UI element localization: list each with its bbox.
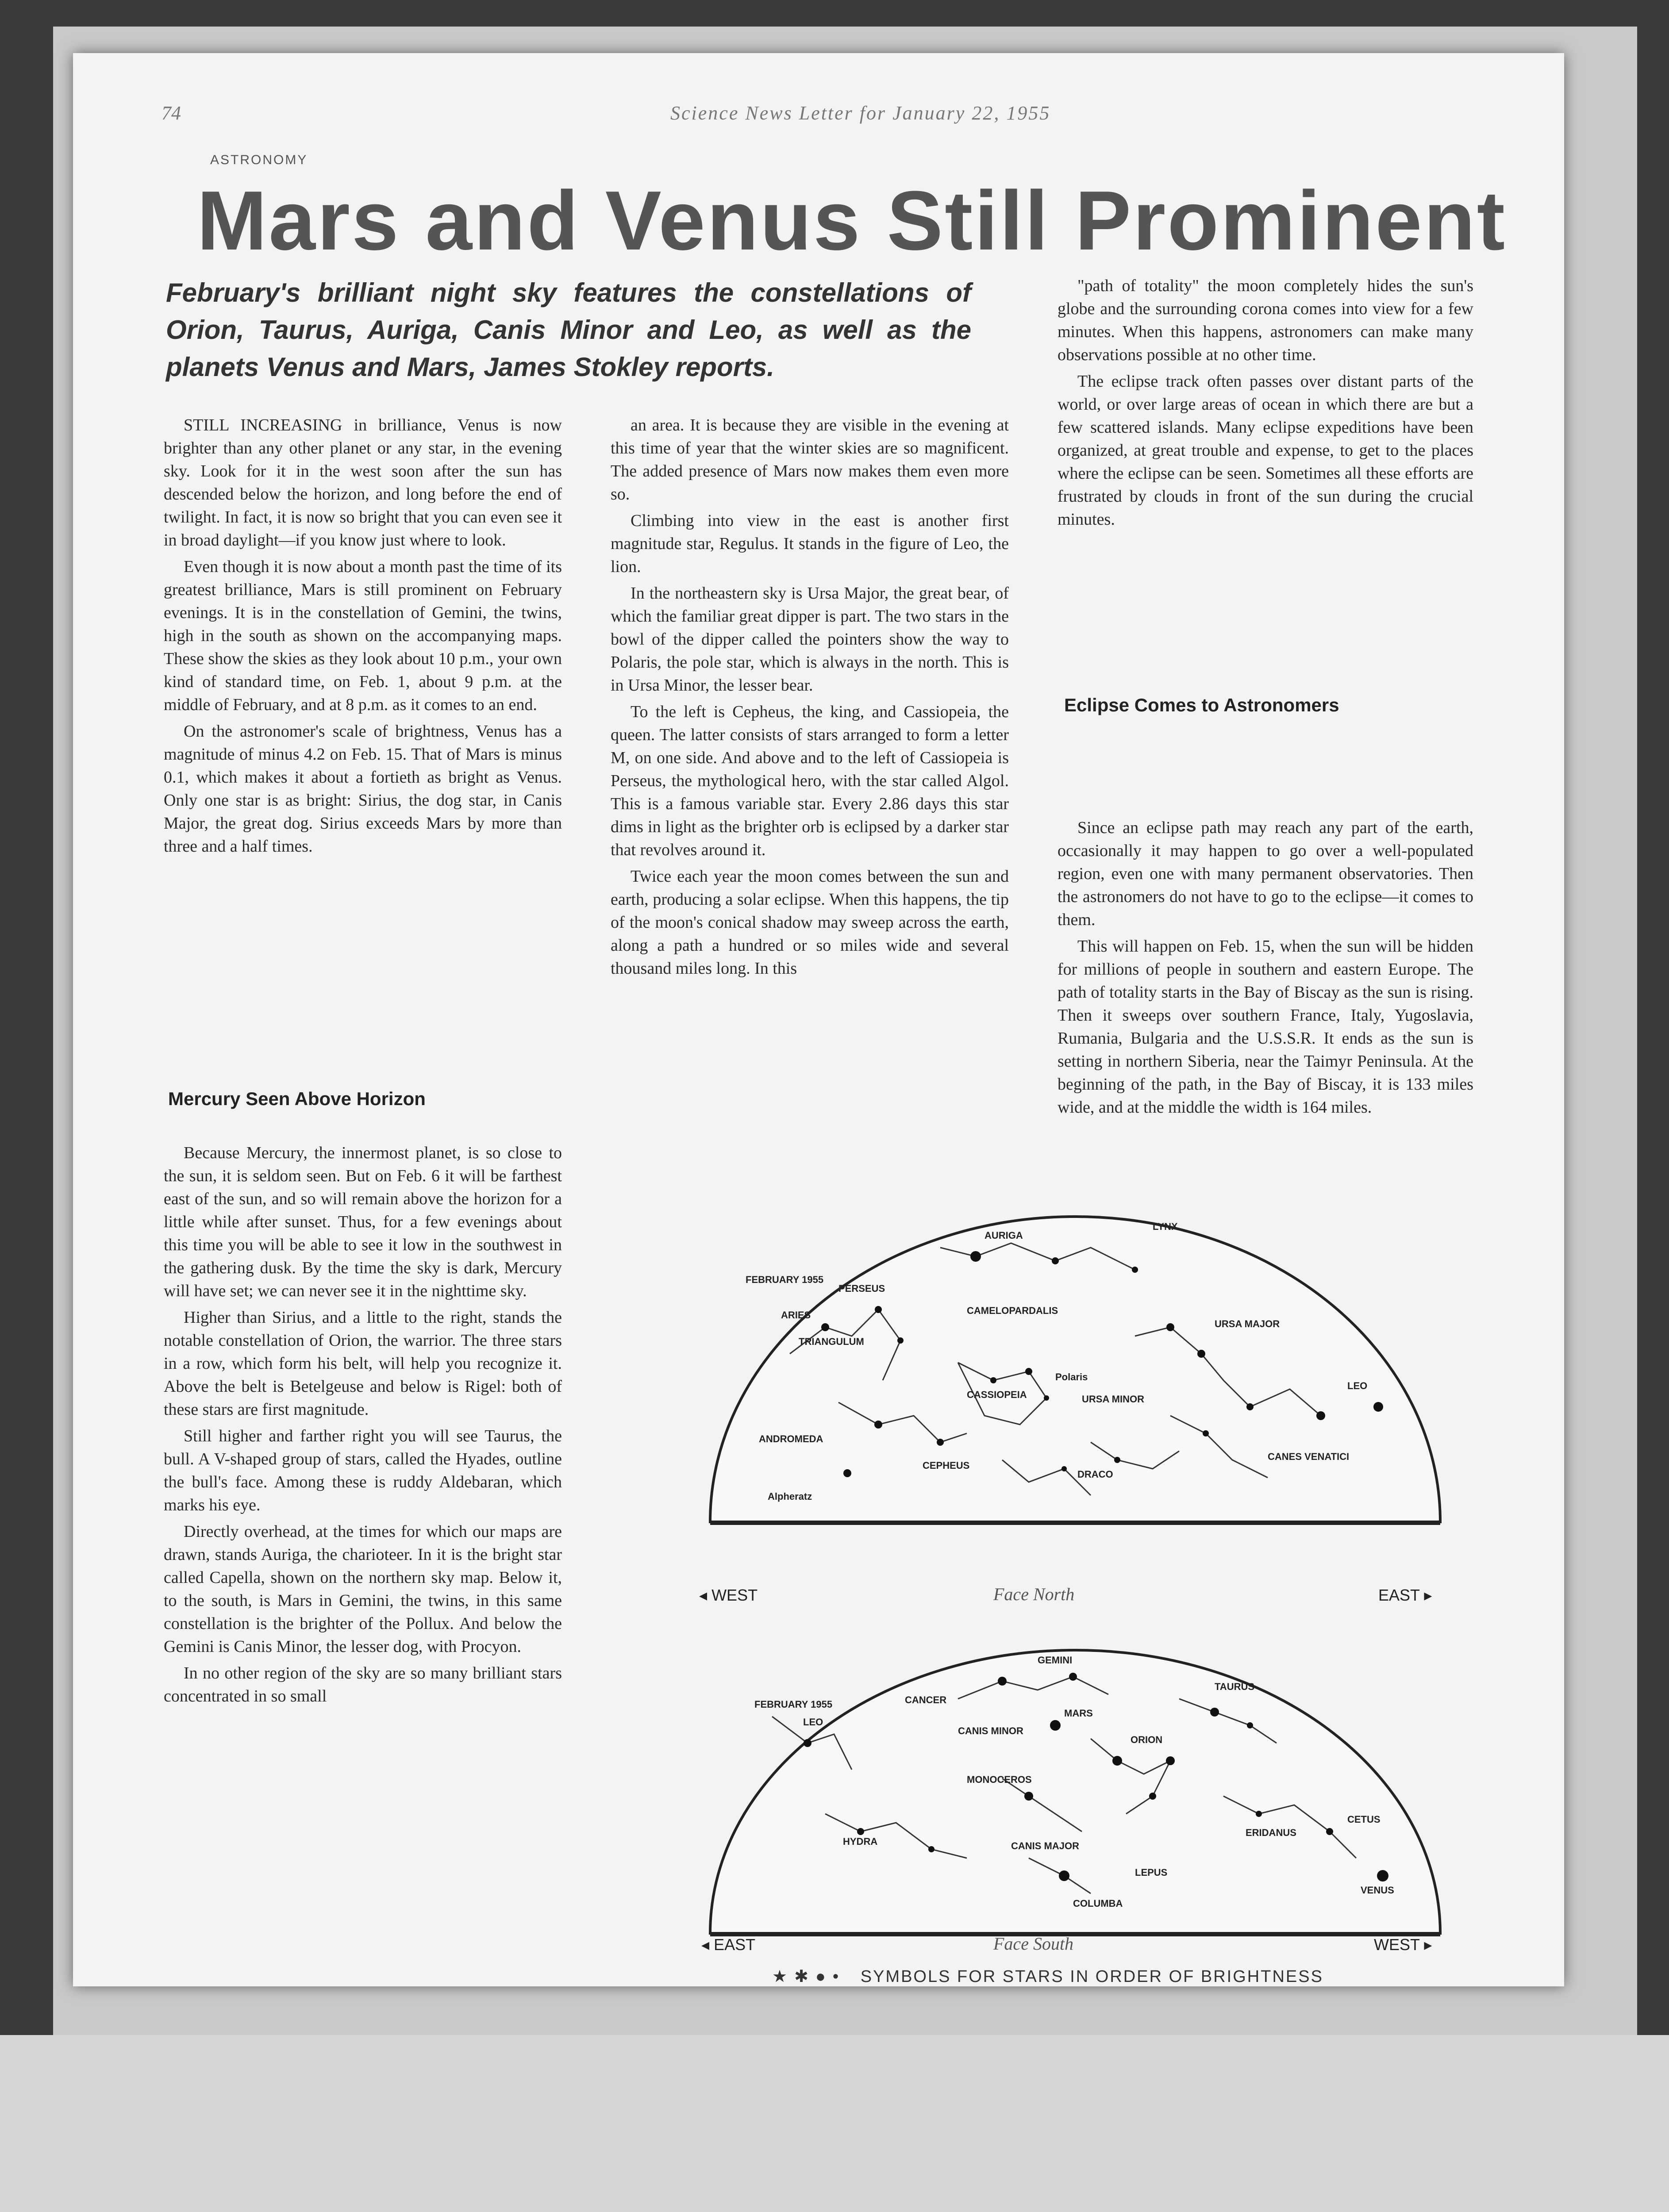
paragraph: Still higher and farther right you will see Taurus, the bull. A V-shaped group of stars, called the Hyades, outline the bull's face. Among these is ruddy Aldebaran, which marks his eye. xyxy=(164,1427,562,1514)
column-2 xyxy=(611,414,1009,983)
label-monoceros: MONOCEROS xyxy=(967,1774,1032,1785)
label-cepheus: CEPHEUS xyxy=(923,1460,970,1471)
label-cetus: CETUS xyxy=(1347,1814,1381,1825)
paragraph: Climbing into view in the east is another first magnitude star, Regulus. It stands in the figure of Leo, the lion. xyxy=(611,511,1009,576)
paragraph: In no other region of the sky are so many brilliant stars concentrated in so small xyxy=(164,1664,562,1705)
column-1-continued xyxy=(164,1141,562,1711)
column-1 xyxy=(164,414,562,861)
south-star-map xyxy=(692,1628,1458,1982)
label-taurus: TAURUS xyxy=(1215,1681,1255,1692)
column-3-continued xyxy=(1058,816,1473,1122)
page-number: 74 xyxy=(162,102,181,124)
paragraph: On the astronomer's scale of brightness, Venus has a magnitude of minus 4.2 on Feb. 15. That of Mars is minus 0.1, which makes it about a fortieth as bright as Venus. Only one star is as bright: Sirius, the dog star, in Canis Major, the great dog. Sirius exceeds Mars by more than three and a half times. xyxy=(164,722,562,856)
label-gemini: GEMINI xyxy=(1038,1655,1073,1666)
subhead-mercury: Mercury Seen Above Horizon xyxy=(168,1088,426,1109)
column-3 xyxy=(1058,274,1473,534)
paragraph: Since an eclipse path may reach any part of the earth, occasionally it may happen to go over a well-populated region, even one with many permanent observatories. Then the astronomers do not have to go to the eclipse—it comes to them. xyxy=(1058,818,1473,929)
label-andromeda: ANDROMEDA xyxy=(759,1433,823,1444)
south-map-west: WEST ▸ xyxy=(1374,1936,1432,1954)
paragraph: In the northeastern sky is Ursa Major, the great bear, of which the familiar great dipper is part. The two stars in the bowl of the dipper called the pointers show the way to Polaris, the pole star, which is always in the north. This is in Ursa Minor, the lesser bear. xyxy=(611,584,1009,695)
label-ursa-minor: URSA MINOR xyxy=(1082,1394,1144,1405)
label-lynx: LYNX xyxy=(1153,1221,1178,1232)
label-perseus: PERSEUS xyxy=(838,1283,885,1294)
paragraph: "path of totality" the moon completely hides the sun's globe and the surrounding corona comes into view for a few minutes. When this happens, astronomers can make many observations possible at no other time. xyxy=(1058,276,1473,364)
label-cassiopeia: CASSIOPEIA xyxy=(967,1389,1027,1400)
label-venus: VENUS xyxy=(1361,1885,1394,1896)
label-draco: DRACO xyxy=(1077,1469,1113,1480)
paragraph: The eclipse track often passes over distant parts of the world, or over large areas of ocean in which there are but a few scattered islands. Many eclipse expeditions have been organized, at great trouble and expense, to get to the places where the eclipse can be seen. Sometimes all these efforts are frustrated by clouds in front of the sun during the crucial minutes. xyxy=(1058,372,1473,529)
subhead-eclipse: Eclipse Comes to Astronomers xyxy=(1064,695,1339,715)
south-map-east: ◂ EAST xyxy=(701,1936,756,1954)
label-february: FEBRUARY 1955 xyxy=(754,1699,833,1710)
page-header xyxy=(162,102,1476,128)
section-label: ASTRONOMY xyxy=(210,153,308,167)
label-camelopardalis: CAMELOPARDALIS xyxy=(967,1305,1058,1316)
label-february: FEBRUARY 1955 xyxy=(746,1274,824,1285)
north-map-east: EAST ▸ xyxy=(1378,1586,1432,1604)
south-map-face: Face South xyxy=(993,1934,1074,1954)
map-dome xyxy=(710,1217,1440,1522)
headline: Mars and Venus Still Prominent xyxy=(197,174,1507,268)
label-polaris: Polaris xyxy=(1055,1371,1088,1382)
paragraph: Directly overhead, at the times for which our maps are drawn, stands Auriga, the charioteer. In it is the bright star called Capella, shown on the northern sky map. Below it, to the south, is Mars in Gemini, the twins, in this same constellation is the brighter of the Pollux. And below the Gemini is Canis Minor, the lesser dog, with Procyon. xyxy=(164,1522,562,1656)
label-canes-venatici: CANES VENATICI xyxy=(1268,1451,1350,1462)
star-symbols-icon: ★✱●• xyxy=(772,1967,846,1986)
label-aries: ARIES xyxy=(781,1310,811,1321)
document-page xyxy=(73,53,1564,1986)
label-orion: ORION xyxy=(1131,1734,1163,1745)
paragraph: STILL INCREASING in brilliance, Venus is now brighter than any other planet or any star, in the evening sky. Look for it in the west soon after the sun has descended below the horizon, and long before the end of twilight. In fact, it is now so bright that you can even see it in broad daylight—if you know just where to look. xyxy=(164,416,562,549)
label-leo: LEO xyxy=(1347,1380,1368,1391)
label-cancer: CANCER xyxy=(905,1694,947,1705)
label-leo: LEO xyxy=(803,1717,823,1728)
paragraph: To the left is Cepheus, the king, and Cassiopeia, the queen. The latter consists of stars arranged to form a letter M, on one side. And above and to the left of Cassiopeia is Perseus, the mythological hero, with the star called Algol. This is a famous variable star. Every 2.86 days this star dims in light as the brighter orb is eclipsed by a darker star that revolves around it. xyxy=(611,703,1009,859)
paragraph: Twice each year the moon comes between the sun and earth, producing a solar eclipse. When this happens, the tip of the moon's conical shadow may sweep across the earth, along a path a hundred or so miles wide and several thousand miles long. In this xyxy=(611,867,1009,978)
lower-board xyxy=(0,2035,1669,2212)
label-lepus: LEPUS xyxy=(1135,1867,1168,1878)
star-legend xyxy=(772,1966,1323,1986)
north-map-west: ◂ WEST xyxy=(699,1586,758,1604)
north-map-face: Face North xyxy=(993,1584,1075,1604)
legend-text: SYMBOLS FOR STARS IN ORDER OF BRIGHTNESS xyxy=(860,1967,1323,1986)
label-ursa-major: URSA MAJOR xyxy=(1215,1318,1280,1329)
paragraph: Because Mercury, the innermost planet, is so close to the sun, it is seldom seen. But on Feb. 6 it will be farthest east of the sun, and so will remain above the horizon for a little while after sunset. Thus, for a few evenings about this time you will be able to see it low in the southwest in the gathering dusk. By the time the sky is dark, Mercury will have set; we can never see it in the nighttime sky. xyxy=(164,1144,562,1300)
label-canis-minor: CANIS MINOR xyxy=(958,1725,1023,1736)
label-triangulum: TRIANGULUM xyxy=(799,1336,864,1347)
label-mars: MARS xyxy=(1064,1708,1093,1719)
map-dome xyxy=(710,1650,1440,1933)
label-canis-major: CANIS MAJOR xyxy=(1011,1840,1080,1851)
deck: February's brilliant night sky features the constellations of Orion, Taurus, Auriga, Canis Minor and Leo, as well as the planets Venus and Mars, James Stokley reports. xyxy=(166,278,971,382)
label-auriga: AURIGA xyxy=(984,1230,1023,1241)
label-columba: COLUMBA xyxy=(1073,1898,1123,1909)
label-hydra: HYDRA xyxy=(843,1836,878,1847)
paragraph: an area. It is because they are visible in the evening at this time of year that the winter skies are so magnificent. The added presence of Mars now makes them even more so. xyxy=(611,416,1009,503)
label-eridanus: ERIDANUS xyxy=(1246,1827,1296,1838)
label-alpheratz: Alpheratz xyxy=(768,1491,812,1502)
paragraph: Even though it is now about a month past the time of its greatest brilliance, Mars is still prominent on February evenings. It is in the constellation of Gemini, the twins, high in the south as shown on the accompanying maps. These show the skies as they look about 10 p.m., your own kind of standard time, on Feb. 1, about 9 p.m. at the middle of February, and at 8 p.m. as it comes to an end. xyxy=(164,557,562,714)
running-header: Science News Letter for January 22, 1955 xyxy=(670,102,1051,124)
paragraph: Higher than Sirius, and a little to the right, stands the notable constellation of Orion, the warrior. The three stars in a row, which form his belt, will help you recognize it. Above the belt is Betelgeuse and below is Rigel: both of these stars are first magnitude. xyxy=(164,1308,562,1419)
paragraph: This will happen on Feb. 15, when the sun will be hidden for millions of people in southern and eastern Europe. The path of totality starts in the Bay of Biscay as the sun is rising. Then it sweeps over southern France, Italy, Yugoslavia, Rumania, Bulgaria and the U.S.S.R. It ends as the sun is setting in northern Siberia, near the Taimyr Peninsula. At the beginning of the path, in the Bay of Biscay, it is 133 miles wide, and at the middle the width is 164 miles. xyxy=(1058,937,1473,1117)
north-star-map xyxy=(692,1194,1458,1579)
